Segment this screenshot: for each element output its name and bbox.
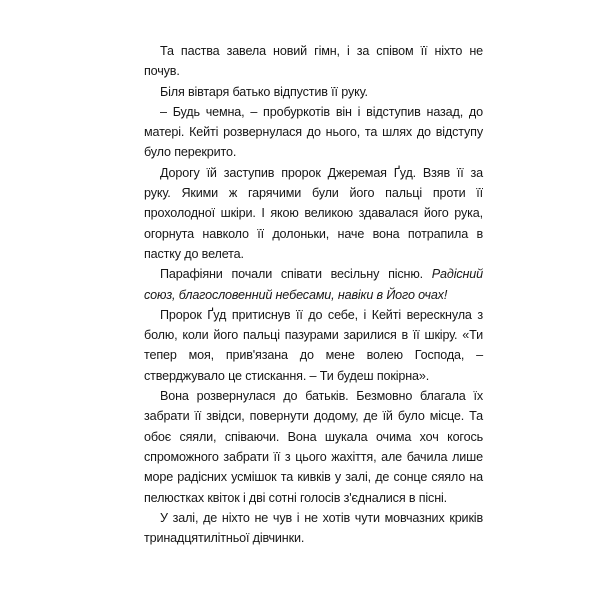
- body-text: [144, 41, 483, 548]
- paragraph-5-text: Парафіяни почали співати весільну пісню.: [160, 267, 432, 282]
- paragraph-4: [144, 163, 483, 264]
- paragraph-5: [144, 264, 483, 305]
- paragraph-6: [144, 305, 483, 386]
- paragraph-2: [144, 82, 483, 102]
- paragraph-4-text: Дорогу їй заступив пророк Джеремая Ґуд. Взяв її за руку. Якими ж гарячими були його пальці проти її прохолодної шкіри. І якою великою здавалася його рука, огорнута навколо її долоньки, наче вона потрапила в пастку до велета.: [144, 165, 483, 261]
- paragraph-1: [144, 41, 483, 82]
- paragraph-5-italic-song: Радісний союз, благословенний небесами, навіки в Його очах!: [144, 267, 483, 302]
- paragraph-3-text: – Будь чемна, – пробуркотів він і відступив назад, до матері. Кейті розвернулася до нього, та шлях до відступу було перекрито.: [144, 104, 483, 160]
- paragraph-7: [144, 386, 483, 508]
- paragraph-6-text: Пророк Ґуд притиснув її до себе, і Кейті верескнула з болю, коли його пальці пазурами зарилися в її шкіру. «Ти тепер моя, прив'язана до мене волею Господа, – стверджувало це стискання. – Ти будеш покірна».: [144, 307, 483, 383]
- paragraph-1-text: Та паства завела новий гімн, і за співом її ніхто не почув.: [144, 44, 483, 79]
- paragraph-3: [144, 102, 483, 163]
- paragraph-8-text: У залі, де ніхто не чув і не хотів чути мовчазних криків тринадцятилітньої дівчинки.: [144, 510, 483, 546]
- paragraph-7-text: Вона розвернулася до батьків. Безмовно благала їх забрати її звідси, повернути додому, де їй було місце. Та обоє сяяли, співаючи. Вона шукала очима хоч когось спроможного забрати її з цього жахіття, але бачила лише море радісних усмішок та кивків у залі, де сонце сяяло на пелюстках квіток і дві сотні голосів з'єдналися в пісні.: [144, 389, 483, 505]
- paragraph-8: [144, 508, 483, 549]
- paragraph-2-text: Біля вівтаря батько відпустив її руку.: [160, 84, 368, 99]
